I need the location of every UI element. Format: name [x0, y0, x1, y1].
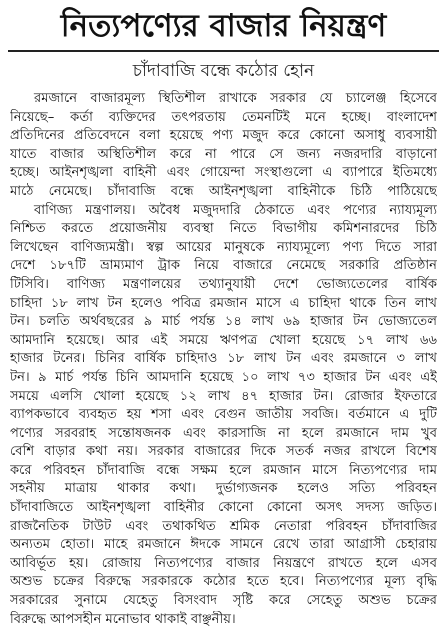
- body-line: টন। চলতি অর্থবছরের ৯ মার্চ পর্যন্ত ১৪ লাখ ৬৯ হাজার টন ভোজ্যতেল: [10, 314, 437, 330]
- body-line: প্রতিদিনের প্রতিবেদনে বলা হয়েছে পণ্য মজুদ করে কোনো অসাধু ব্যবসায়ী: [10, 128, 437, 144]
- body-line: আমদানি হয়েছে। আর এই সময়ে ঋণপত্র খোলা হয়েছে ১৭ লাখ ৬৬: [10, 332, 437, 348]
- body-line: বিরুদ্ধে আপসহীন মনোভাব থাকাই বাঞ্ছনীয়।: [10, 611, 236, 627]
- body-line: টন। ৯ মার্চ পর্যন্ত চিনি আমদানি হয়েছে ১০ লাখ ৭৩ হাজার টন এবং এই: [10, 369, 437, 385]
- body-line: অশুভ চক্রের বিরুদ্ধে সরকারকে কঠোর হতে হবে। নিত্যপণ্যের মূল্য বৃদ্ধি: [10, 574, 437, 590]
- subheadline: চাঁদাবাজি বন্ধে কঠোর হোন: [132, 61, 315, 81]
- headline-rule: [8, 50, 439, 52]
- body-line: মাঠে নেমেছে। চাঁদাবাজি বন্ধে আইনশৃঙ্খলা বাহিনীকে চিঠি পাঠিয়েছে: [10, 183, 437, 199]
- body-line: সময়ে এলসি খোলা হয়েছে ১২ লাখ ৪৭ হাজার টন। রোজার ইফতারে: [10, 388, 437, 404]
- body-line: বেশি বাড়ার কথা নয়। সরকার বাজারের দিকে সতর্ক নজর রাখলে বিশেষ: [10, 444, 437, 460]
- body-line: নিয়েছে– কর্তা ব্যক্তিদের তৎপরতায় তেমনটিই মনে হচ্ছে। বাংলাদেশ: [10, 109, 437, 125]
- body-line: ব্যাপকভাবে ব্যবহৃত হয় শসা এবং বেগুন জাতীয় সবজি। বর্তমানে এ দুটি: [10, 407, 437, 423]
- headline: নিত্যপণ্যের বাজার নিয়ন্ত্রণ: [60, 8, 387, 44]
- body-line: নিশ্চিত করতে প্রয়োজনীয় ব্যবস্থা নিতে বিভাগীয় কমিশনারদের চিঠি: [10, 221, 437, 237]
- article-body: [8, 90, 439, 629]
- body-line: করে পরিবহন চাঁদাবাজি বন্ধে সক্ষম হলে রমজান মাসে নিত্যপণ্যের দাম: [10, 462, 437, 478]
- body-line: হচ্ছে। আইনশৃঙ্খলা বাহিনী এবং গোয়েন্দা সংস্থাগুলো এ ব্যাপারে ইতিমধ্যে: [10, 165, 437, 181]
- body-line: চাঁদাবাজিতে আইনশৃঙ্খলা বাহিনীর কোনো কোনো অসৎ সদস্য জড়িত।: [10, 500, 437, 516]
- body-line: বাণিজ্য মন্ত্রণালয়। অবৈধ মজুদদারি ঠেকাতে এবং পণ্যের ন্যায্যমূল্য: [34, 202, 437, 218]
- body-line: আবির্ভূত হয়। রোজায় নিত্যপণ্যের বাজার নিয়ন্ত্রণে রাখতে হলে এসব: [10, 555, 437, 571]
- body-line: সহনীয় মাত্রায় থাকার কথা। দুর্ভাগ্যজনক হলেও সত্যি পরিবহন: [10, 481, 437, 497]
- body-line: যাতে বাজার অস্থিতিশীল করে না পারে সে জন্য নজরদারি বাড়ানো: [10, 146, 437, 162]
- body-line: সরকারের সুনামে যেহেতু বিসংবাদ সৃষ্টি করে সেহেতু অশুভ চক্রের: [10, 593, 437, 609]
- body-line: দেশে ১৮৭টি ভ্রাম্যমাণ ট্রাক নিয়ে বাজারে নেমেছে সরকারি প্রতিষ্ঠান: [10, 258, 437, 274]
- body-line: হাজার টনের। চিনির বার্ষিক চাহিদাও ১৮ লাখ টন এবং রমজানে ৩ লাখ: [10, 351, 437, 367]
- body-line: অন্যতম হোতা। মাহে রমজানে ঈদকে সামনে রেখে তারা আগ্রাসী চেহারায়: [10, 537, 437, 553]
- body-line: পণ্যের সরবরাহ সন্তোষজনক এবং কারসাজি না হলে রমজানে দাম খুব: [10, 425, 437, 441]
- body-line: রাজনৈতিক টাউট এবং তথাকথিত শ্রমিক নেতারা পরিবহন চাঁদাবাজির: [10, 518, 437, 534]
- body-line: লিখেছেন বাণিজ্যমন্ত্রী। স্বল্প আয়ের মানুষকে ন্যায্যমূল্যে পণ্য দিতে সারা: [10, 239, 437, 255]
- body-line: রমজানে বাজারমূল্য স্থিতিশীল রাখাকে সরকার যে চ্যালেঞ্জ হিসেবে: [34, 91, 437, 106]
- body-line: চাহিদা ১৮ লাখ টন হলেও পবিত্র রমজান মাসে এ চাহিদা থাকে তিন লাখ: [10, 295, 437, 311]
- body-line: টিসিবি। বাণিজ্য মন্ত্রণালয়ের তথ্যানুযায়ী দেশে ভোজ্যতেলের বার্ষিক: [10, 276, 437, 292]
